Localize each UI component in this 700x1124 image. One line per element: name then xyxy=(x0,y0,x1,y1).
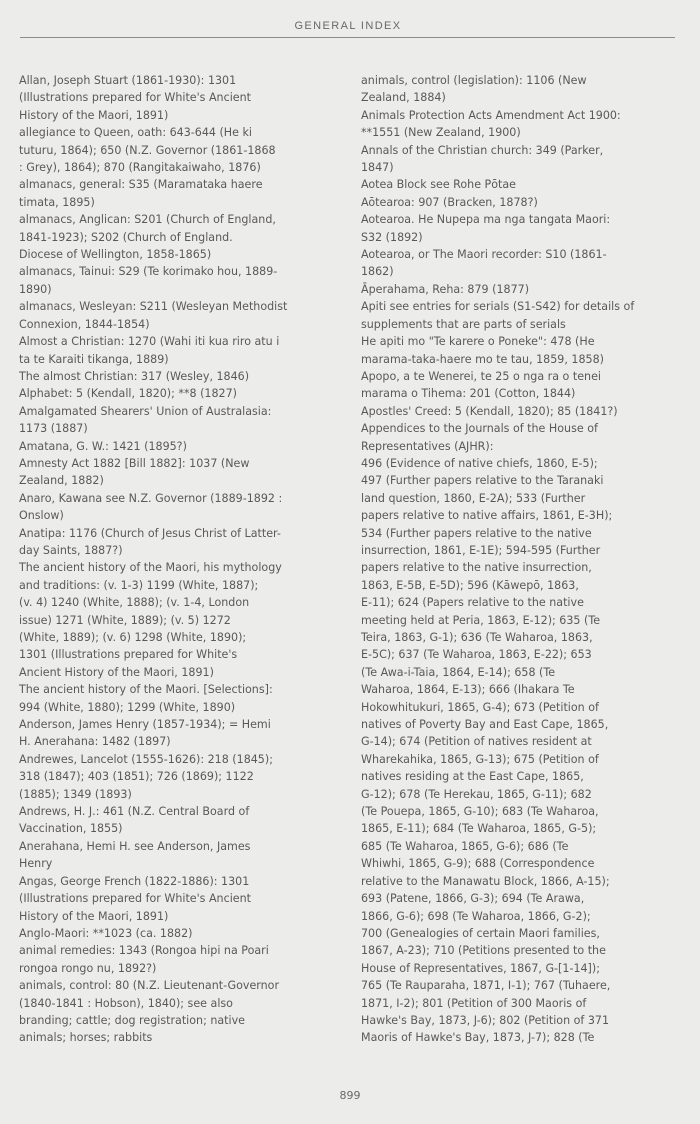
index-entry xyxy=(361,194,671,211)
index-entry xyxy=(19,124,329,176)
index-entry xyxy=(19,263,329,298)
index-entry-line: House of Representatives, 1867, G-[1-14]); xyxy=(361,961,600,975)
index-entry-line: Teira, 1863, G-1); 636 (Te Waharoa, 1863, xyxy=(361,631,593,644)
index-entry-line: 994 (White, 1880); 1299 (White, 1890) xyxy=(19,700,236,714)
index-entry-line: almanacs, Tainui: S29 (Te korimako hou, 1889- xyxy=(19,265,278,279)
index-entry xyxy=(19,873,329,925)
index-entry-line: 693 (Patene, 1866, G-3); 694 (Te Arawa, xyxy=(361,892,585,906)
index-entry-line: almanacs, Wesleyan: S211 (Wesleyan Methodist xyxy=(19,300,288,314)
index-entry-line: animal remedies: 1343 (Rongoa hipi na Poari xyxy=(19,944,269,958)
index-entry-line: Waharoa, 1864, E-13); 666 (Ihakara Te xyxy=(361,683,575,697)
index-entry-line: Maoris of Hawke's Bay, 1873, J-7); 828 (Te xyxy=(361,1031,595,1045)
index-entry-line: animals; horses; rabbits xyxy=(19,1031,153,1045)
index-entry-line: marama-taka-haere mo te tau, 1859, 1858) xyxy=(361,352,604,366)
header-rule xyxy=(20,37,675,38)
index-entry-line: Annals of the Christian church: 349 (Parker, xyxy=(361,143,604,157)
index-entry-line: relative to the Manawatu Block, 1866, A-15); xyxy=(361,874,610,888)
index-entry xyxy=(19,925,329,942)
index-entry xyxy=(19,942,329,977)
index-entry xyxy=(19,681,329,716)
index-entry-line: Zealand, 1882) xyxy=(19,474,104,488)
index-entry-line: Hokowhitukuri, 1865, G-4); 673 (Petition of xyxy=(361,700,599,714)
index-column-left xyxy=(19,72,329,1047)
index-entry-line: Henry xyxy=(19,857,53,871)
index-entry xyxy=(361,142,671,177)
index-entry-line: G-12); 678 (Te Herekau, 1865, G-11); 682 xyxy=(361,787,592,801)
index-entry-line: H. Anerahana: 1482 (1897) xyxy=(19,735,171,749)
index-entry xyxy=(19,72,329,124)
index-entry-line: Aotea Block see Rohe Pōtae xyxy=(361,178,516,192)
index-entry-line: Wharekahika, 1865, G-13); 675 (Petition of xyxy=(361,752,599,766)
index-entry xyxy=(19,559,329,681)
index-entry xyxy=(19,368,329,385)
index-entry-line: timata, 1895) xyxy=(19,195,95,209)
index-entry-line: 1866, G-6); 698 (Te Waharoa, 1866, G-2); xyxy=(361,909,591,923)
index-entry-line: rongoa rongo nu, 1892?) xyxy=(19,961,157,975)
index-entry-line: (White, 1889); (v. 6) 1298 (White, 1890); xyxy=(19,631,247,644)
index-entry xyxy=(361,211,671,246)
index-entry-line: (Illustrations prepared for White's Ancient xyxy=(19,91,251,105)
index-entry-line: : Grey), 1864); 870 (Rangitakaiwaho, 1876) xyxy=(19,161,261,175)
index-entry-line: supplements that are parts of serials xyxy=(361,317,566,331)
index-entry-line: natives residing at the East Cape, 1865, xyxy=(361,770,584,784)
index-entry xyxy=(361,298,671,333)
index-entry-line: Āperahama, Reha: 879 (1877) xyxy=(361,282,530,296)
index-entry xyxy=(361,107,671,142)
index-entry-line: E-5C); 637 (Te Waharoa, 1863, E-22); 653 xyxy=(361,648,592,662)
running-header: GENERAL INDEX xyxy=(294,20,402,32)
index-entry-line: **1551 (New Zealand, 1900) xyxy=(361,126,521,140)
index-entry xyxy=(19,751,329,803)
index-entry-line: Andrewes, Lancelot (1555-1626): 218 (1845); xyxy=(19,752,273,766)
index-entry-line: Apiti see entries for serials (S1-S42) for details of xyxy=(361,300,635,314)
index-entry-line: animals, control: 80 (N.Z. Lieutenant-Governor xyxy=(19,979,280,993)
index-entry-line: The ancient history of the Maori, his mythology xyxy=(19,561,282,575)
index-entry-line: Ancient History of the Maori, 1891) xyxy=(19,665,214,679)
index-entry-line: allegiance to Queen, oath: 643-644 (He ki xyxy=(19,126,252,140)
index-entry-line: ta te Karaiti tikanga, 1889) xyxy=(19,352,169,366)
index-entry-line: Angas, George French (1822-1886): 1301 xyxy=(19,874,250,888)
index-entry-line: Vaccination, 1855) xyxy=(19,822,123,836)
index-entry-line: almanacs, general: S35 (Maramataka haere xyxy=(19,178,263,192)
index-entry-line: Amalgamated Shearers' Union of Australasia: xyxy=(19,404,272,418)
index-entry-line: Onslow) xyxy=(19,509,64,523)
index-entry-line: Appendices to the Journals of the House of xyxy=(361,422,598,436)
index-entry-line: Anaro, Kawana see N.Z. Governor (1889-1892 : xyxy=(19,491,283,505)
index-entry-line: meeting held at Peria, 1863, E-12); 635 (Te xyxy=(361,613,601,627)
index-entry-line: History of the Maori, 1891) xyxy=(19,909,169,923)
index-entry xyxy=(19,803,329,838)
index-entry-line: Whiwhi, 1865, G-9); 688 (Correspondence xyxy=(361,857,595,871)
index-entry xyxy=(19,298,329,333)
index-entry-line: (1840-1841 : Hobson), 1840); see also xyxy=(19,996,233,1010)
index-entry-line: (Illustrations prepared for White's Ancient xyxy=(19,892,251,906)
index-entry-line: insurrection, 1861, E-1E); 594-595 (Further xyxy=(361,543,601,557)
index-entry xyxy=(19,455,329,490)
index-entry-line: History of the Maori, 1891) xyxy=(19,108,169,122)
index-entry xyxy=(19,403,329,438)
index-entry-line: Apostles' Creed: 5 (Kendall, 1820); 85 (1841?) xyxy=(361,404,618,418)
index-entry-line: 1890) xyxy=(19,282,52,296)
index-entry-line: Aōtearoa: 907 (Bracken, 1878?) xyxy=(361,195,538,209)
index-entry-line: Zealand, 1884) xyxy=(361,91,446,105)
index-entry-line: 1863, E-5B, E-5D); 596 (Kāwepō, 1863, xyxy=(361,578,579,592)
index-entry xyxy=(361,281,671,298)
index-entry xyxy=(361,420,671,1047)
index-entry xyxy=(19,211,329,263)
index-entry xyxy=(19,490,329,525)
index-entry xyxy=(19,385,329,402)
index-entry-line: 1867, A-23); 710 (Petitions presented to the xyxy=(361,944,606,958)
index-entry-line: Anatipa: 1176 (Church of Jesus Christ of Latter- xyxy=(19,526,281,540)
index-entry-line: S32 (1892) xyxy=(361,230,423,244)
index-entry-line: (Te Awa-i-Taia, 1864, E-14); 658 (Te xyxy=(361,665,556,679)
index-entry xyxy=(361,72,671,107)
index-entry-line: 1173 (1887) xyxy=(19,422,88,436)
index-entry xyxy=(361,176,671,193)
index-column-right xyxy=(361,72,671,1047)
index-entry-line: E-11); 624 (Papers relative to the native xyxy=(361,596,584,610)
index-entry-line: The ancient history of the Maori. [Selections]: xyxy=(19,683,273,697)
index-entry-line: 1847) xyxy=(361,161,394,175)
index-entry-line: Animals Protection Acts Amendment Act 1900: xyxy=(361,108,621,122)
index-entry-line: day Saints, 1887?) xyxy=(19,543,123,557)
index-entry-line: 1301 (Illustrations prepared for White's xyxy=(19,648,238,662)
index-entry-line: The almost Christian: 317 (Wesley, 1846) xyxy=(19,369,250,383)
index-entry-line: 497 (Further papers relative to the Taranaki xyxy=(361,474,604,488)
index-entry-line: Hawke's Bay, 1873, J-6); 802 (Petition of 371 xyxy=(361,1013,610,1027)
index-entry-line: 1865, E-11); 684 (Te Waharoa, 1865, G-5); xyxy=(361,822,597,836)
index-entry-line: tuturu, 1864); 650 (N.Z. Governor (1861-1868 xyxy=(19,143,276,157)
index-entry-line: (Te Pouepa, 1865, G-10); 683 (Te Waharoa, xyxy=(361,805,599,819)
index-entry-line: Aotearoa, or The Maori recorder: S10 (1861- xyxy=(361,248,607,262)
index-entry-line: Representatives (AJHR): xyxy=(361,439,494,453)
index-entry xyxy=(361,246,671,281)
index-entry xyxy=(19,438,329,455)
index-entry-line: Amatana, G. W.: 1421 (1895?) xyxy=(19,439,187,453)
index-entry-line: 534 (Further papers relative to the native xyxy=(361,526,592,540)
index-entry-line: 685 (Te Waharoa, 1865, G-6); 686 (Te xyxy=(361,839,569,853)
index-entry-line: and traditions: (v. 1-3) 1199 (White, 1887); xyxy=(19,578,259,592)
index-entry-line: natives of Poverty Bay and East Cape, 1865, xyxy=(361,718,609,732)
index-entry xyxy=(361,333,671,368)
index-entry-line: Anerahana, Hemi H. see Anderson, James xyxy=(19,839,251,853)
index-entry-line: G-14); 674 (Petition of natives resident at xyxy=(361,735,592,749)
index-entry-line: 700 (Genealogies of certain Maori families, xyxy=(361,926,600,940)
index-entry-line: 1871, I-2); 801 (Petition of 300 Maoris of xyxy=(361,996,587,1010)
index-entry-line: 765 (Te Rauparaha, 1871, I-1); 767 (Tuhaere, xyxy=(361,979,611,993)
index-entry-line: Anglo-Maori: **1023 (ca. 1882) xyxy=(19,926,193,940)
index-entry-line: Andrews, H. J.: 461 (N.Z. Central Board of xyxy=(19,805,250,819)
index-entry xyxy=(361,403,671,420)
index-entry-line: animals, control (legislation): 1106 (New xyxy=(361,74,587,87)
index-entry-line: branding; cattle; dog registration; native xyxy=(19,1013,245,1027)
index-entry-line: 1862) xyxy=(361,265,394,279)
index-entry-line: almanacs, Anglican: S201 (Church of England, xyxy=(19,213,276,227)
index-entry xyxy=(361,368,671,403)
index-entry-line: Almost a Christian: 1270 (Wahi iti kua riro atu i xyxy=(19,335,280,349)
index-entry-line: land question, 1860, E-2A); 533 (Further xyxy=(361,491,586,505)
index-entry xyxy=(19,716,329,751)
index-entry-line: Aotearoa. He Nupepa ma nga tangata Maori: xyxy=(361,213,611,227)
page-number: 899 xyxy=(339,1089,361,1102)
index-entry-line: 318 (1847); 403 (1851); 726 (1869); 1122 xyxy=(19,770,254,784)
index-entry-line: 1841-1923); S202 (Church of England. xyxy=(19,230,233,244)
index-entry-line: He apiti mo "Te karere o Poneke": 478 (He xyxy=(361,335,595,349)
index-entry-line: Alphabet: 5 (Kendall, 1820); **8 (1827) xyxy=(19,387,237,401)
index-entry-line: Anderson, James Henry (1857-1934); = Hemi xyxy=(19,718,271,732)
index-entry xyxy=(19,176,329,211)
index-entry-line: papers relative to the native insurrection, xyxy=(361,561,592,575)
index-entry-line: issue) 1271 (White, 1889); (v. 5) 1272 xyxy=(19,613,231,627)
index-entry-line: Allan, Joseph Stuart (1861-1930): 1301 xyxy=(19,74,237,87)
index-entry-line: 496 (Evidence of native chiefs, 1860, E-5); xyxy=(361,456,598,470)
index-entry-line: papers relative to native affairs, 1861, E-3H); xyxy=(361,509,613,523)
index-entry xyxy=(19,838,329,873)
index-entry-line: (v. 4) 1240 (White, 1888); (v. 1-4, London xyxy=(19,596,250,610)
index-entry-line: Apopo, a te Wenerei, te 25 o nga ra o tenei xyxy=(361,369,601,383)
index-entry-line: Connexion, 1844-1854) xyxy=(19,317,150,331)
index-entry-line: (1885); 1349 (1893) xyxy=(19,787,132,801)
index-entry xyxy=(19,977,329,1047)
index-entry xyxy=(19,525,329,560)
index-entry-line: Amnesty Act 1882 [Bill 1882]: 1037 (New xyxy=(19,456,250,470)
index-entry-line: marama o Tihema: 201 (Cotton, 1844) xyxy=(361,387,576,401)
index-entry-line: Diocese of Wellington, 1858-1865) xyxy=(19,248,212,262)
index-entry xyxy=(19,333,329,368)
